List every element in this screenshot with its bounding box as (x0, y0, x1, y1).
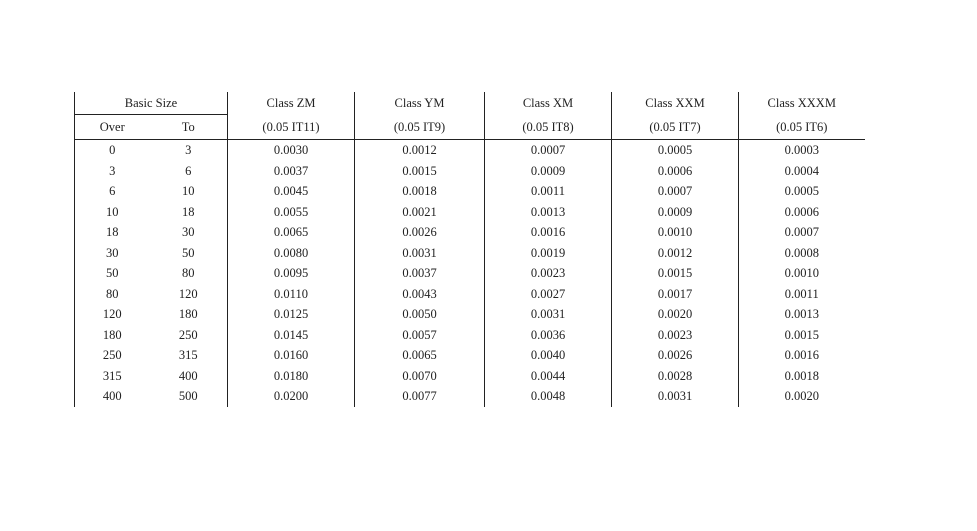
cell-class-zm: 0.0200 (228, 386, 355, 407)
over-header: Over (75, 115, 150, 140)
cell-class-xm: 0.0031 (485, 304, 612, 325)
cell-class-ym: 0.0070 (355, 366, 485, 387)
class-zm-header: Class ZM (228, 92, 355, 115)
cell-to: 400 (150, 366, 228, 387)
cell-over: 30 (75, 243, 150, 264)
class-ym-header: Class YM (355, 92, 485, 115)
gage-tolerance-table (74, 92, 865, 407)
cell-class-ym: 0.0057 (355, 325, 485, 346)
cell-class-zm: 0.0145 (228, 325, 355, 346)
class-xxxm-header: Class XXXM (767, 96, 836, 110)
table-row (75, 181, 865, 202)
cell-class-ym: 0.0050 (355, 304, 485, 325)
cell-over: 50 (75, 263, 150, 284)
class-ym-grade: (0.05 IT9) (355, 115, 485, 140)
cell-class-xm: 0.0048 (485, 386, 612, 407)
cell-class-xxm: 0.0026 (612, 345, 739, 366)
cell-over: 180 (75, 325, 150, 346)
cell-class-xm: 0.0036 (485, 325, 612, 346)
cell-over: 120 (75, 304, 150, 325)
header-row-classes (75, 92, 865, 115)
table-row (75, 284, 865, 305)
cell-class-xxm: 0.0015 (612, 263, 739, 284)
cell-over: 3 (75, 161, 150, 182)
cell-over: 18 (75, 222, 150, 243)
cell-to: 50 (150, 243, 228, 264)
cell-over: 10 (75, 202, 150, 223)
table-row (75, 386, 865, 407)
cell-class-ym: 0.0012 (355, 140, 485, 161)
table-row (75, 140, 865, 161)
cell-class-zm: 0.0030 (228, 140, 355, 161)
cell-to: 500 (150, 386, 228, 407)
cell-class-ym: 0.0021 (355, 202, 485, 223)
cell-class-xm: 0.0044 (485, 366, 612, 387)
cell-over: 0 (75, 140, 150, 161)
cell-class-xm: 0.0009 (485, 161, 612, 182)
cell-class-xxm: 0.0010 (612, 222, 739, 243)
cell-to: 315 (150, 345, 228, 366)
table-row (75, 325, 865, 346)
cell-class-zm: 0.0095 (228, 263, 355, 284)
cell-class-ym: 0.0043 (355, 284, 485, 305)
cell-class-zm: 0.0160 (228, 345, 355, 366)
cell-class-xm: 0.0016 (485, 222, 612, 243)
cell-class-xxxm: 0.0020 (784, 389, 819, 403)
cell-class-xm: 0.0027 (485, 284, 612, 305)
cell-class-xxm: 0.0009 (612, 202, 739, 223)
cell-over: 315 (75, 366, 150, 387)
cell-to: 250 (150, 325, 228, 346)
cell-over: 80 (75, 284, 150, 305)
cell-over: 250 (75, 345, 150, 366)
cell-class-xxm: 0.0017 (612, 284, 739, 305)
cell-class-ym: 0.0018 (355, 181, 485, 202)
cell-to: 80 (150, 263, 228, 284)
cell-to: 10 (150, 181, 228, 202)
table-header (75, 92, 865, 140)
cell-to: 18 (150, 202, 228, 223)
cell-class-xm: 0.0040 (485, 345, 612, 366)
cell-to: 30 (150, 222, 228, 243)
header-row-grades (75, 115, 865, 140)
basic-size-header: Basic Size (75, 92, 228, 115)
cell-class-xm: 0.0011 (485, 181, 612, 202)
cell-over: 400 (75, 386, 150, 407)
cell-class-xxm: 0.0023 (612, 325, 739, 346)
cell-class-xxm: 0.0007 (612, 181, 739, 202)
cell-class-zm: 0.0110 (228, 284, 355, 305)
cell-class-xxm: 0.0028 (612, 366, 739, 387)
cell-to: 3 (150, 140, 228, 161)
cell-class-xxm: 0.0012 (612, 243, 739, 264)
class-xxxm-grade: (0.05 IT6) (739, 115, 865, 140)
cell-to: 180 (150, 304, 228, 325)
cell-class-zm: 0.0055 (228, 202, 355, 223)
cell-class-xxxm: 0.0003 (784, 143, 819, 157)
class-xm-grade: (0.05 IT8) (485, 115, 612, 140)
cell-class-zm: 0.0045 (228, 181, 355, 202)
cell-class-xxxm: 0.0010 (784, 266, 819, 280)
cell-class-xxm: 0.0031 (612, 386, 739, 407)
to-header: To (150, 115, 228, 140)
table-body (75, 140, 865, 407)
cell-class-xxxm: 0.0007 (784, 225, 819, 239)
class-xm-header: Class XM (485, 92, 612, 115)
cell-class-xxm: 0.0020 (612, 304, 739, 325)
cell-class-xxm: 0.0005 (612, 140, 739, 161)
cell-class-xxxm: 0.0005 (784, 184, 819, 198)
cell-class-xm: 0.0007 (485, 140, 612, 161)
cell-class-xm: 0.0023 (485, 263, 612, 284)
table-row (75, 304, 865, 325)
cell-class-ym: 0.0077 (355, 386, 485, 407)
class-xxm-header: Class XXM (612, 92, 739, 115)
table-row (75, 202, 865, 223)
cell-to: 6 (150, 161, 228, 182)
cell-class-xxxm: 0.0011 (784, 286, 819, 301)
cell-class-xxm: 0.0006 (612, 161, 739, 182)
class-zm-grade: (0.05 IT11) (228, 115, 355, 140)
cell-class-zm: 0.0180 (228, 366, 355, 387)
cell-class-xxxm: 0.0006 (784, 204, 819, 219)
cell-class-xxxm: 0.0013 (784, 307, 819, 321)
cell-class-ym: 0.0031 (355, 243, 485, 264)
cell-class-ym: 0.0037 (355, 263, 485, 284)
cell-class-zm: 0.0080 (228, 243, 355, 264)
cell-class-zm: 0.0037 (228, 161, 355, 182)
cell-to: 120 (150, 284, 228, 305)
cell-class-zm: 0.0065 (228, 222, 355, 243)
table-row (75, 345, 865, 366)
cell-class-ym: 0.0026 (355, 222, 485, 243)
cell-class-xxxm: 0.0004 (784, 163, 819, 178)
table-row (75, 161, 865, 182)
cell-over: 6 (75, 181, 150, 202)
cell-class-xm: 0.0013 (485, 202, 612, 223)
cell-class-ym: 0.0015 (355, 161, 485, 182)
cell-class-ym: 0.0065 (355, 345, 485, 366)
cell-class-xxxm: 0.0018 (784, 368, 819, 383)
table-row (75, 222, 865, 243)
cell-class-zm: 0.0125 (228, 304, 355, 325)
cell-class-xxxm: 0.0008 (784, 245, 819, 260)
table-row (75, 263, 865, 284)
cell-class-xxxm: 0.0015 (784, 327, 819, 342)
class-xxm-grade: (0.05 IT7) (612, 115, 739, 140)
table-row (75, 243, 865, 264)
table-row (75, 366, 865, 387)
cell-class-xm: 0.0019 (485, 243, 612, 264)
cell-class-xxxm: 0.0016 (784, 348, 819, 362)
